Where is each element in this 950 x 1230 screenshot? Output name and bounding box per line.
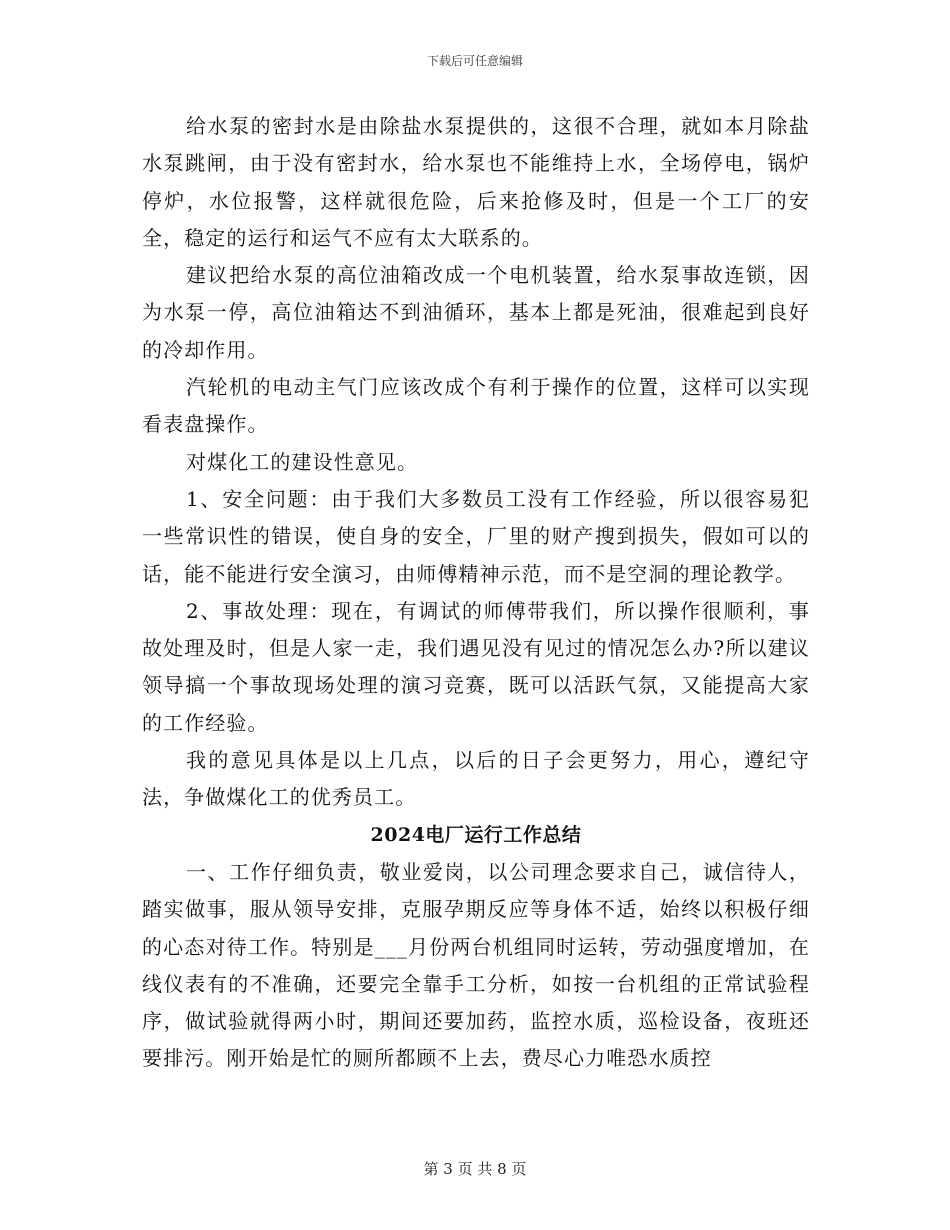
- paragraph-safety-issue: 1、安全问题：由于我们大多数员工没有工作经验，所以很容易犯一些常识性的错误，使自身的安全，厂里的财产搜到损失，假如可以的话，能不能进行安全演习，由师傅精神示范，而不是空洞的理论教学。: [142, 486, 810, 586]
- document-body: [142, 108, 810, 1078]
- paragraph-feedwater-pump-seal: 给水泵的密封水是由除盐水泵提供的，这很不合理，就如本月除盐水泵跳闸，由于没有密封水，给水泵也不能维持上水，全场停电，锅炉停炉，水位报警，这样就很危险，后来抢修及时，但是一个工厂的安全，稳定的运行和运气不应有太大联系的。: [142, 114, 810, 250]
- page-footer: 第 3 页 共 8 页: [423, 1160, 527, 1178]
- paragraph-work-summary: 一、工作仔细负责，敬业爱岗，以公司理念要求自己，诚信待人，踏实做事，服从领导安排，克服孕期反应等身体不适，始终以积极仔细的心态对待工作。特别是___月份两台机组同时运转，劳动强度增加，在线仪表有的不准确，还要完全靠手工分析，如按一台机组的正常试验程序，做试验就得两小时，期间还要加药，监控水质，巡检设备，夜班还要排污。刚开始是忙的厕所都顾不上去，费尽心力唯恐水质控: [142, 859, 810, 1071]
- paragraph-closing: 我的意见具体是以上几点，以后的日子会更努力，用心，遵纪守法，争做煤化工的优秀员工。: [142, 748, 810, 810]
- section-title: 2024电厂运行工作总结: [370, 823, 582, 846]
- page-header: 下载后可任意编辑: [426, 54, 523, 68]
- paragraph-turbine-valve: 汽轮机的电动主气门应该改成个有利于操作的位置，这样可以实现看表盘操作。: [142, 375, 810, 437]
- paragraph-accident-handling: 2、事故处理：现在，有调试的师傅带我们，所以操作很顺利，事故处理及时，但是人家一走，我们遇见没有见过的情况怎么办?所以建议领导搞一个事故现场处理的演习竞赛，既可以活跃气氛，又能提高大家的工作经验。: [142, 598, 810, 735]
- paragraph-oil-tank-suggestion: 建议把给水泵的高位油箱改成一个电机装置，给水泵事故连锁，因为水泵一停，高位油箱达不到油循环，基本上都是死油，很难起到良好的冷却作用。: [142, 263, 810, 362]
- paragraph-coal-chemical-heading: 对煤化工的建设性意见。: [186, 449, 419, 474]
